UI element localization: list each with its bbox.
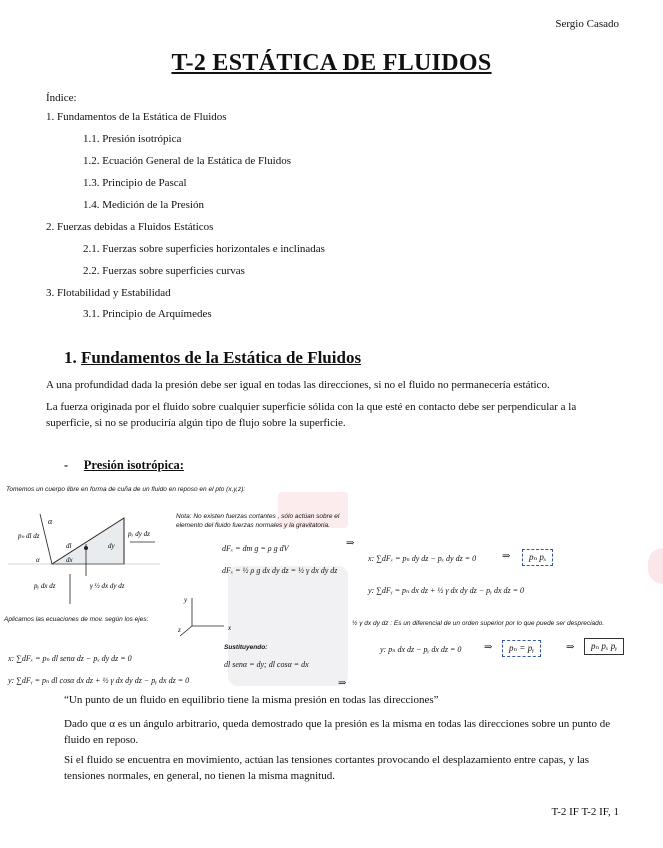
result-box: pₙ pₓ	[522, 549, 553, 566]
toc-item: 1.4. Medición de la Presión	[83, 199, 204, 211]
equation: dFₓ = dm g = ρ g dV	[222, 544, 289, 553]
toc-item: 2. Fuerzas debidas a Fluidos Estáticos	[46, 221, 214, 233]
wedge-triangle	[52, 518, 124, 564]
substituting-label: Sustituyendo:	[224, 644, 268, 651]
label-dl: dl	[66, 542, 72, 550]
arrow-glyph: ⇒	[566, 642, 575, 653]
label-dy: dy	[108, 542, 115, 550]
quote: “Un punto de un fluido en equilibrio tiene la misma presión en todas las direcciones”	[64, 694, 439, 706]
toc-item: 1.2. Ecuación General de la Estática de Fluidos	[83, 155, 292, 167]
watermark-shape	[648, 548, 663, 584]
section-title: Fundamentos de la Estática de Fluidos	[81, 348, 362, 367]
author-name: Sergio Casado	[555, 18, 619, 30]
arrow-glyph: ⇒	[484, 642, 493, 653]
equation: dFₓ = ½ ρ g dx dy dz = ½ γ dx dy dz	[222, 566, 338, 575]
paragraph: La fuerza originada por el fluido sobre cualquier superficie sólida con la que esté en contacto debe ser perpendicular a la superficie, si no se produciría algún tipo de flujo sobre la superficie.	[46, 401, 577, 429]
subsection-title: Presión isotrópica:	[83, 458, 184, 472]
arrow-glyph: ⇒	[502, 551, 511, 562]
label-py: pᵧ dx dz	[34, 582, 56, 590]
z-axis	[180, 626, 192, 636]
axis-z-label: z	[178, 626, 181, 634]
toc-item: 3. Flotabilidad y Estabilidad	[46, 287, 171, 299]
toc-label: Índice:	[46, 92, 77, 104]
arrow-glyph: ⇒	[338, 678, 347, 689]
toc-item: 3.1. Principio de Arquímedes	[83, 308, 212, 320]
result-box: pₙ = pᵧ	[502, 640, 541, 657]
label-pn: pₙ dl dz	[18, 532, 40, 540]
toc-item: 1.3. Principio de Pascal	[83, 177, 187, 189]
label-gamma: γ ½ dx dy dz	[90, 582, 125, 590]
figure-caption: Aplicamos las ecuaciones de mov. según los ejes:	[4, 616, 149, 623]
page-footer: T-2 IF T-2 IF, 1	[551, 806, 619, 818]
toc-item: 1.1. Presión isotrópica	[83, 133, 182, 145]
equation: x: ∑dFₓ = pₙ dl senα dz − pₓ dy dz = 0	[8, 654, 132, 663]
section-number: 1.	[64, 348, 77, 367]
result-box: pₙ pₓ pᵧ	[584, 638, 624, 655]
label-dx: dx	[66, 556, 73, 564]
paragraph: Si el fluido se encuentra en movimiento, actúan las tensiones cortantes provocando el desplazamiento entre capas, y las tensiones normales, en general, no tienen la misma magnitud.	[64, 754, 590, 782]
paragraph: Dado que α es un ángulo arbitrario, queda demostrado que la presión es la misma en todas las direcciones sobre un punto de fluido en reposo.	[64, 718, 611, 746]
label-alpha: α	[48, 517, 53, 526]
equation: y: pₙ dx dz − pᵧ dx dz = 0	[380, 645, 462, 654]
equation: dl senα = dy; dl cosα = dx	[224, 660, 309, 669]
section-heading	[64, 348, 361, 368]
bullet-dash: -	[64, 458, 69, 472]
page-title: T-2 ESTÁTICA DE FLUIDOS	[171, 50, 492, 76]
axis-y-label: y	[184, 596, 188, 604]
arrow-glyph: ⇒	[346, 538, 355, 549]
figure-note: ½ γ dx dy dz : Es un diferencial de un orden superior por lo que puede ser despreciado.	[352, 620, 605, 627]
axes-diagram	[178, 594, 240, 640]
equation: x: ∑dFₓ = pₙ dy dz − pₓ dy dz = 0	[368, 554, 477, 563]
toc-item: 2.1. Fuerzas sobre superficies horizontales e inclinadas	[83, 243, 325, 255]
toc-item: 2.2. Fuerzas sobre superficies curvas	[83, 265, 245, 277]
point-marker	[84, 546, 88, 550]
figure-caption: Tomemos un cuerpo libre en forma de cuña de un fluido en reposo en el pto (x,y,z):	[6, 486, 246, 493]
label-alpha-base: α	[36, 556, 40, 564]
paragraph: A una profundidad dada la presión debe ser igual en todas las direcciones, si no el fluido no permanecería estático.	[46, 379, 550, 391]
figure-note: Nota: No existen fuerzas cortantes , sólo actúan sobre el elemento del fluido fuerzas normales y la gravitatoria.	[176, 513, 340, 529]
axis-x-label: x	[228, 624, 232, 632]
label-px: pₓ dy dz	[128, 530, 150, 538]
toc-item: 1. Fundamentos de la Estática de Fluidos	[46, 111, 227, 123]
equation: y: ∑dFᵧ = pₙ dl cosα dx dz + ½ γ dx dy dz − pᵧ dx dz = 0	[8, 676, 190, 685]
equation: y: ∑dFᵧ = pₙ dx dz + ½ γ dx dy dz − pᵧ dx dz = 0	[368, 586, 525, 595]
subsection-heading	[64, 458, 184, 473]
wedge-diagram	[0, 496, 170, 606]
